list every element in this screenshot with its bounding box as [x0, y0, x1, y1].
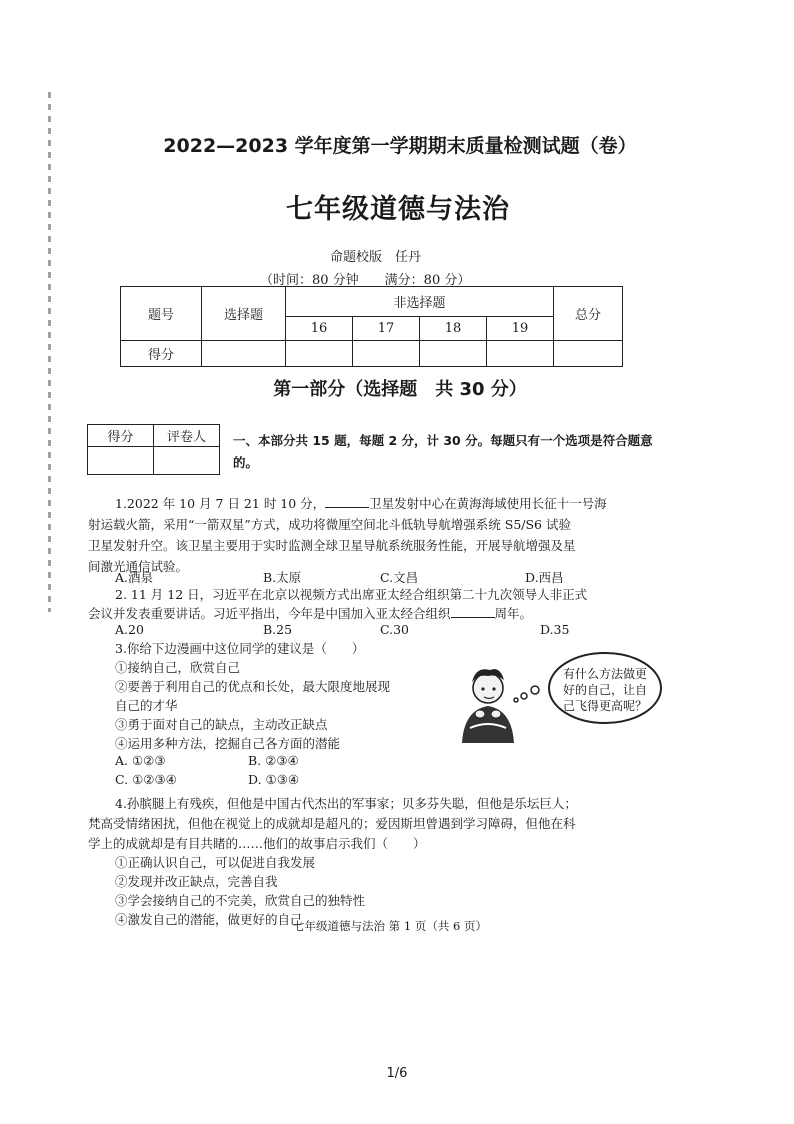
q4-item-3: ③学会接纳自己的不完美，欣赏自己的独特性 — [115, 893, 366, 908]
score-table — [120, 286, 623, 367]
q4-item-2: ②发现并改正缺点，完善自我 — [115, 874, 278, 889]
small-score-label: 得分 — [88, 425, 154, 447]
q1-option-b[interactable]: B.太原 — [263, 570, 302, 585]
score-cell[interactable] — [420, 341, 487, 367]
q3-option-d[interactable]: D. ①③④ — [248, 772, 300, 787]
scan-binding-edge — [48, 92, 51, 612]
row-score: 得分 — [121, 341, 202, 367]
school-author: 命题校版 任丹 — [330, 250, 422, 265]
q4-line1: 4.孙膑腿上有残疾，但他是中国古代杰出的军事家；贝多芬失聪，但他是乐坛巨人； — [115, 796, 577, 811]
q3-item-2: ②要善于利用自己的优点和长处，最大限度地展现 — [115, 679, 391, 694]
part-title: 第一部分（选择题 共 30 分） — [273, 379, 527, 400]
subject-title: 七年级道德与法治 — [286, 194, 510, 225]
page-number: 1/6 — [386, 1066, 408, 1081]
small-grader-cell[interactable] — [154, 447, 220, 475]
q3-option-a[interactable]: A. ①②③ — [115, 753, 166, 768]
bubble-line-1: 有什么方法做更 — [562, 667, 648, 681]
bubble-line-2: 好的自己，让自 — [562, 683, 648, 697]
q1-blank[interactable] — [325, 495, 369, 508]
small-grader-label: 评卷人 — [154, 425, 220, 447]
q4-line2: 梵高受情绪困扰，但他在视觉上的成就却是超凡的；爱因斯坦曾遇到学习障碍，但他在科 — [88, 816, 576, 831]
q3-option-c[interactable]: C. ①②③④ — [115, 772, 177, 787]
col-choice: 选择题 — [202, 287, 286, 341]
score-cell[interactable] — [202, 341, 286, 367]
q4-line3: 学上的成就却是有目共睹的……他们的故事启示我们（ ） — [88, 836, 426, 851]
q1-option-d[interactable]: D.西昌 — [525, 570, 564, 585]
col-total: 总分 — [554, 287, 623, 341]
q3-item-2-cont: 自己的才华 — [115, 698, 178, 713]
thinking-student-icon — [448, 648, 663, 743]
q1-line2: 射运载火箭，采用“一箭双星”方式，成功将微厘空间北斗低轨导航增强系统 S5/S6 试验 — [88, 517, 571, 532]
q2-option-b[interactable]: B.25 — [263, 622, 293, 637]
q3-option-b[interactable]: B. ②③④ — [248, 753, 299, 768]
q4-item-4: ④激发自己的潜能，做更好的自己 — [115, 912, 303, 927]
col-question: 题号 — [121, 287, 202, 341]
score-cell[interactable] — [487, 341, 554, 367]
q2-option-d[interactable]: D.35 — [540, 622, 570, 637]
num-17: 17 — [353, 317, 420, 341]
q2-option-c[interactable]: C.30 — [380, 622, 409, 637]
bubble-line-3: 己飞得更高呢？ — [562, 699, 648, 713]
q4-item-1: ①正确认识自己，可以促进自我发展 — [115, 855, 316, 870]
cartoon-illustration — [448, 648, 663, 743]
grader-table — [87, 424, 220, 475]
q3-stem: 3.你给下边漫画中这位同学的建议是（ ） — [115, 641, 365, 656]
q2-line1: 2. 11 月 12 日，习近平在北京以视频方式出席亚太经合组织第二十九次领导人非正式 — [115, 587, 588, 602]
q1-line4: 间激光通信试验。 — [88, 559, 189, 574]
score-cell[interactable] — [353, 341, 420, 367]
q3-item-3: ③勇于面对自己的缺点，主动改正缺点 — [115, 717, 328, 732]
score-cell[interactable] — [554, 341, 623, 367]
page-footer: 七年级道德与法治 第 1 页（共 6 页） — [293, 919, 487, 933]
q3-item-1: ①接纳自己，欣赏自己 — [115, 660, 241, 675]
small-score-cell[interactable] — [88, 447, 154, 475]
exam-title: 2022—2023 学年度第一学期期末质量检测试题（卷） — [163, 135, 637, 157]
q1-option-a[interactable]: A.酒泉 — [115, 570, 154, 585]
q2-line2: 会议并发表重要讲话。习近平指出，今年是中国加入亚太经合组织 周年。 — [88, 606, 533, 621]
num-16: 16 — [286, 317, 353, 341]
section-instruction: 一、本部分共 15 题，每题 2 分，计 30 分。每题只有一个选项是符合题意的。 — [233, 433, 653, 470]
q1-line1: 1.2022 年 10 月 7 日 21 时 10 分， 卫星发射中心在黄海海域使用长征十一号海 — [115, 496, 607, 511]
q2-blank[interactable] — [451, 605, 495, 618]
time-info: （时间：80 分钟 满分：80 分） — [260, 273, 471, 288]
score-cell[interactable] — [286, 341, 353, 367]
q3-item-4: ④运用多种方法，挖掘自己各方面的潜能 — [115, 736, 341, 751]
q2-option-a[interactable]: A.20 — [115, 622, 144, 637]
num-18: 18 — [420, 317, 487, 341]
num-19: 19 — [487, 317, 554, 341]
col-nonchoice: 非选择题 — [286, 287, 554, 317]
q1-line3: 卫星发射升空。该卫星主要用于实时监测全球卫星导航系统服务性能，开展导航增强及星 — [88, 538, 576, 553]
q1-option-c[interactable]: C.文昌 — [380, 570, 419, 585]
